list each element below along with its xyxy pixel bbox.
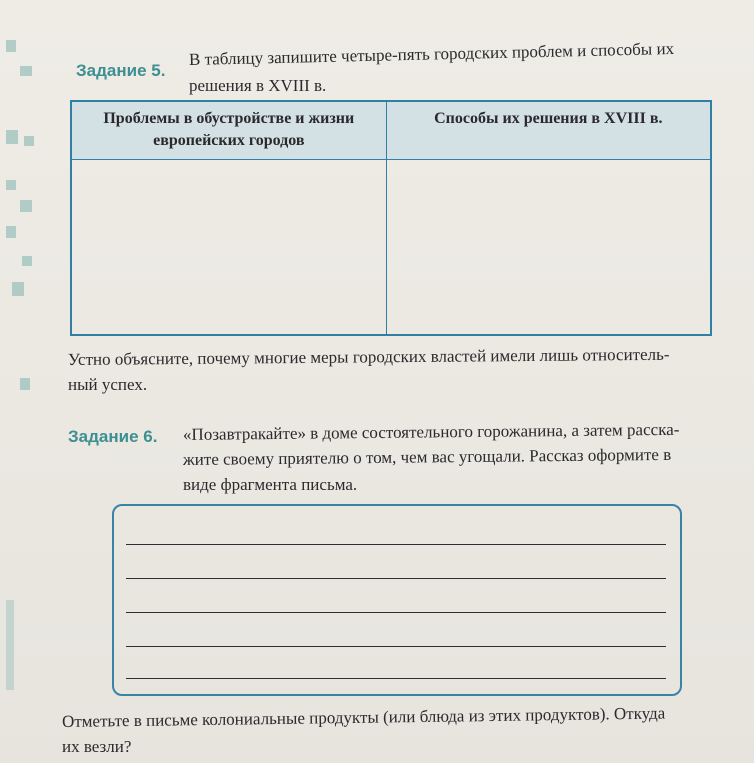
task5-table xyxy=(70,100,712,336)
task5-text-line1: В таблицу запишите четыре-пять городских проблем и способы их xyxy=(188,38,675,69)
task5-table-header-row xyxy=(71,101,711,159)
table-header-solutions: Способы их решения в XVIII в. xyxy=(386,101,711,159)
letter-answer-box[interactable] xyxy=(112,504,682,696)
answer-cell-solutions[interactable] xyxy=(386,159,711,335)
task6-text-line2: жите своему приятелю о том, чем вас угощали. Рассказ оформите в xyxy=(182,444,672,469)
answer-line[interactable] xyxy=(126,612,666,613)
table-header-problems: Проблемы в обустройстве и жизни европейских городов xyxy=(71,101,386,159)
answer-cell-problems[interactable] xyxy=(71,159,386,335)
answer-line[interactable] xyxy=(126,544,666,545)
answer-line[interactable] xyxy=(126,646,666,647)
answer-line[interactable] xyxy=(126,578,666,579)
task6-text-line3: виде фрагмента письма. xyxy=(183,475,358,494)
task6-final-line2: их везли? xyxy=(62,737,132,756)
task5-followup-line1: Устно объясните, почему многие меры городских властей имели лишь относитель- xyxy=(67,344,670,369)
task6-label: Задание 6. xyxy=(68,427,158,446)
task5-table-answer-row xyxy=(71,159,711,335)
task6-final-line1: Отметьте в письме колониальные продукты (или блюда из этих продуктов). Откуда xyxy=(61,703,666,731)
answer-line[interactable] xyxy=(126,678,666,679)
task5-label: Задание 5. xyxy=(76,61,166,80)
margin-color-strip xyxy=(0,0,45,763)
task5-text-line2: решения в XVIII в. xyxy=(189,76,327,95)
task5-followup-line2: ный успех. xyxy=(68,375,148,394)
task6-text-line1: «Позавтракайте» в доме состоятельного горожанина, а затем расска- xyxy=(182,419,680,444)
